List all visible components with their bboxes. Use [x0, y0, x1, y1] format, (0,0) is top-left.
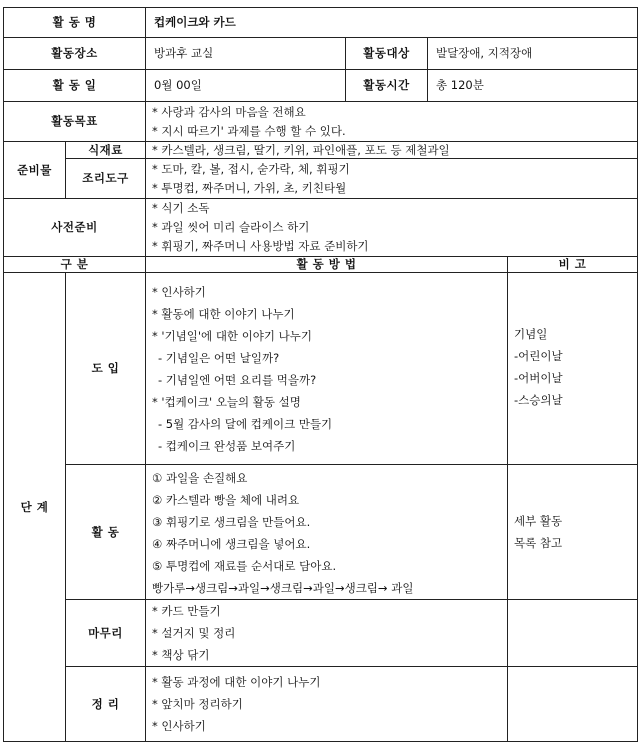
date-label: 활 동 일 — [4, 70, 146, 102]
ingredients-value: * 카스텔라, 생크림, 딸기, 키위, 파인애플, 포도 등 제철과일 — [146, 142, 638, 159]
tools-label: 조리도구 — [66, 159, 146, 199]
tools-item: * 투명컵, 짜주머니, 가위, 초, 키친타월 — [152, 180, 347, 195]
note-line: 목록 참고 — [514, 536, 563, 550]
ingredients-label: 식재료 — [66, 142, 146, 159]
stage-name: 도 입 — [66, 273, 146, 465]
stage-line: - 컵케이크 완성품 보여주기 — [158, 439, 296, 453]
supplies-label: 준비물 — [4, 142, 66, 199]
note-line: 기념일 — [514, 327, 548, 341]
stage-label: 단 계 — [4, 273, 66, 742]
stage-line: - 기념일은 어떤 날일까? — [158, 351, 280, 365]
stage-name: 정 리 — [66, 667, 146, 742]
stage-line: * 책상 닦기 — [152, 648, 210, 662]
target-label: 활동대상 — [346, 38, 428, 70]
note-line: -어린이날 — [514, 349, 563, 363]
pre-item: * 과일 씻어 미리 슬라이스 하기 — [152, 220, 310, 234]
stage-line: * '컵케이크' 오늘의 활동 설명 — [152, 395, 301, 409]
stage-line: * 앞치마 정리하기 — [152, 697, 243, 711]
stage-line: ② 카스텔라 빵을 체에 내려요 — [152, 493, 300, 507]
stage-activity-content — [146, 465, 508, 600]
stage-line: * 인사하기 — [152, 285, 206, 299]
stage-line: - 기념일엔 어떤 요리를 먹을까? — [158, 373, 317, 387]
pre-item: * 휘핑기, 짜주머니 사용방법 자료 준비하기 — [152, 239, 369, 253]
goals-label: 활동목표 — [4, 102, 146, 142]
place-value: 방과후 교실 — [146, 38, 346, 70]
stage-line: * 카드 만들기 — [152, 604, 221, 618]
stage-name: 마무리 — [66, 600, 146, 667]
pre-content — [146, 199, 638, 257]
note-line: 세부 활동 — [514, 514, 563, 528]
stage-line: - 5월 감사의 달에 컵케이크 만들기 — [158, 417, 333, 431]
stage-line: * '기념일'에 대한 이야기 나누기 — [152, 329, 313, 343]
tools-item: * 도마, 칼, 볼, 접시, 숟가락, 체, 휘핑기 — [152, 161, 350, 176]
pre-item: * 식기 소독 — [152, 201, 210, 215]
stage-name: 활 동 — [66, 465, 146, 600]
lesson-plan-table — [3, 7, 638, 742]
stage-line: 빵가루→생크림→과일→생크림→과일→생크림→ 과일 — [152, 581, 414, 595]
stage-line: ③ 휘핑기로 생크림을 만들어요. — [152, 515, 311, 529]
stage-intro-content — [146, 273, 508, 465]
activity-name: 컵케이크와 카드 — [146, 8, 638, 38]
time-label: 활동시간 — [346, 70, 428, 102]
stage-activity-note — [508, 465, 638, 600]
stage-line: * 활동 과정에 대한 이야기 나누기 — [152, 675, 321, 689]
stage-wrapup-note — [508, 600, 638, 667]
stage-line: ① 과일을 손질해요 — [152, 471, 248, 485]
stage-line: * 인사하기 — [152, 719, 206, 733]
stage-wrapup-content — [146, 600, 508, 667]
stage-line: * 설거지 및 정리 — [152, 626, 236, 640]
pre-label: 사전준비 — [4, 199, 146, 257]
stage-line: * 활동에 대한 이야기 나누기 — [152, 307, 295, 321]
stage-cleanup-content — [146, 667, 508, 742]
activity-name-label: 활 동 명 — [4, 8, 146, 38]
stage-cleanup-note — [508, 667, 638, 742]
tools-content — [146, 159, 638, 199]
note-line: -스승의날 — [514, 393, 563, 407]
stage-intro-note — [508, 273, 638, 465]
date-value: 0월 00일 — [146, 70, 346, 102]
stage-line: ⑤ 투명컵에 재료를 순서대로 담아요. — [152, 559, 337, 573]
place-label: 활동장소 — [4, 38, 146, 70]
goal-item: * 지시 따르기' 과제를 수행 할 수 있다. — [152, 123, 346, 138]
goal-item: * 사랑과 감사의 마음을 전해요 — [152, 104, 306, 119]
col-head-division: 구 분 — [4, 257, 146, 273]
target-value: 발달장애, 지적장애 — [428, 38, 638, 70]
goals-content — [146, 102, 638, 142]
time-value: 총 120분 — [428, 70, 638, 102]
col-head-note: 비 고 — [508, 257, 638, 273]
col-head-method: 활 동 방 법 — [146, 257, 508, 273]
stage-line: ④ 짜주머니에 생크림을 넣어요. — [152, 537, 311, 551]
note-line: -어버이날 — [514, 371, 563, 385]
